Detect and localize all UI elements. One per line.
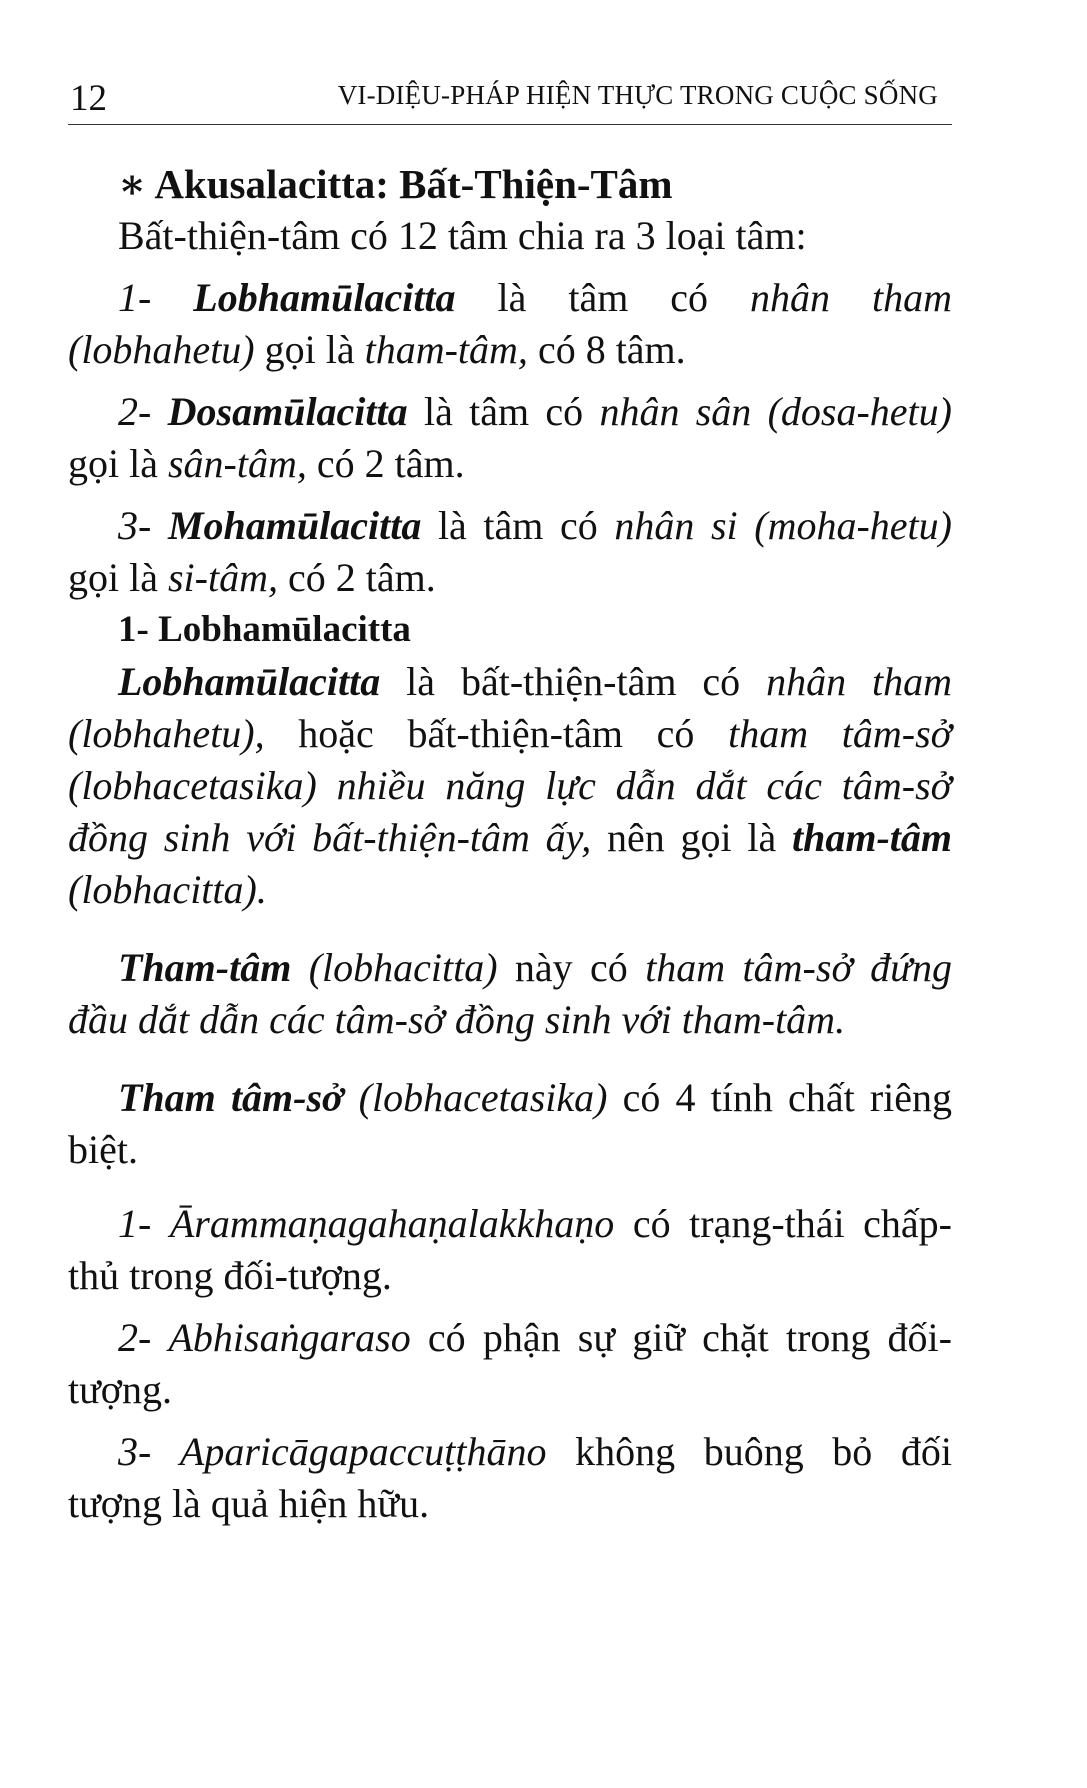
section-title-text: Akusalacitta: Bất-Thiện-Tâm	[154, 161, 673, 207]
section-title	[68, 158, 952, 210]
paragraph-tham-tam: Tham-tâm (lobhacitta) này có tham tâm-sở đứng đầu dắt dẫn các tâm-sở đồng sinh với tham-tâm.	[68, 945, 952, 1042]
paragraph-lobhamulacitta: Lobhamūlacitta là bất-thiện-tâm có nhân tham (lobhahetu), hoặc bất-thiện-tâm có tham tâm-sở (lobhacetasika) nhiều năng lực dẫn dắt các tâm-sở đồng sinh với bất-thiện-tâm ấy, nên gọi là tham-tâm (lobhacitta).	[68, 659, 953, 912]
trait-item-2: 2- Abhisaṅgaraso có phận sự giữ chặt trong đối-tượng.	[68, 1315, 952, 1412]
asterisk-marker: ∗	[118, 161, 147, 207]
page-body	[68, 158, 952, 1530]
pali-term: Ārammaṇagahaṇalakkhaṇo	[169, 1201, 615, 1246]
page-number: 12	[70, 78, 107, 119]
type-item-3: 3- Mohamūlacitta là tâm có nhân si (moha-hetu) gọi là si-tâm, có 2 tâm.	[68, 503, 952, 600]
type-item-1: 1- Lobhamūlacitta là tâm có nhân tham (lobhahetu) gọi là tham-tâm, có 8 tâm.	[68, 275, 952, 372]
pali-term: Aparicāgapaccuṭṭhāno	[179, 1429, 547, 1474]
trait-item-3: 3- Aparicāgapaccuṭṭhāno không buông bỏ đối tượng là quả hiện hữu.	[68, 1429, 952, 1526]
pali-term: Lobhamūlacitta	[193, 275, 456, 320]
page-header	[68, 76, 952, 125]
paragraph-tham-tam-so: Tham tâm-sở (lobhacetasika) có 4 tính chất riêng biệt.	[68, 1075, 953, 1172]
running-title: VI-DIỆU-PHÁP HIỆN THỰC TRONG CUỘC SỐNG	[337, 80, 938, 110]
sub-section-title: 1- Lobhamūlacitta	[118, 609, 411, 650]
type-item-2: 2- Dosamūlacitta là tâm có nhân sân (dosa-hetu) gọi là sân-tâm, có 2 tâm.	[68, 389, 952, 486]
pali-term: Abhisaṅgaraso	[168, 1315, 411, 1360]
pali-term: Mohamūlacitta	[167, 503, 422, 548]
intro-paragraph: Bất-thiện-tâm có 12 tâm chia ra 3 loại tâm:	[118, 213, 807, 258]
trait-item-1: 1- Ārammaṇagahaṇalakkhaṇo có trạng-thái chấp-thủ trong đối-tượng.	[68, 1201, 952, 1298]
pali-term: Dosamūlacitta	[167, 389, 408, 434]
